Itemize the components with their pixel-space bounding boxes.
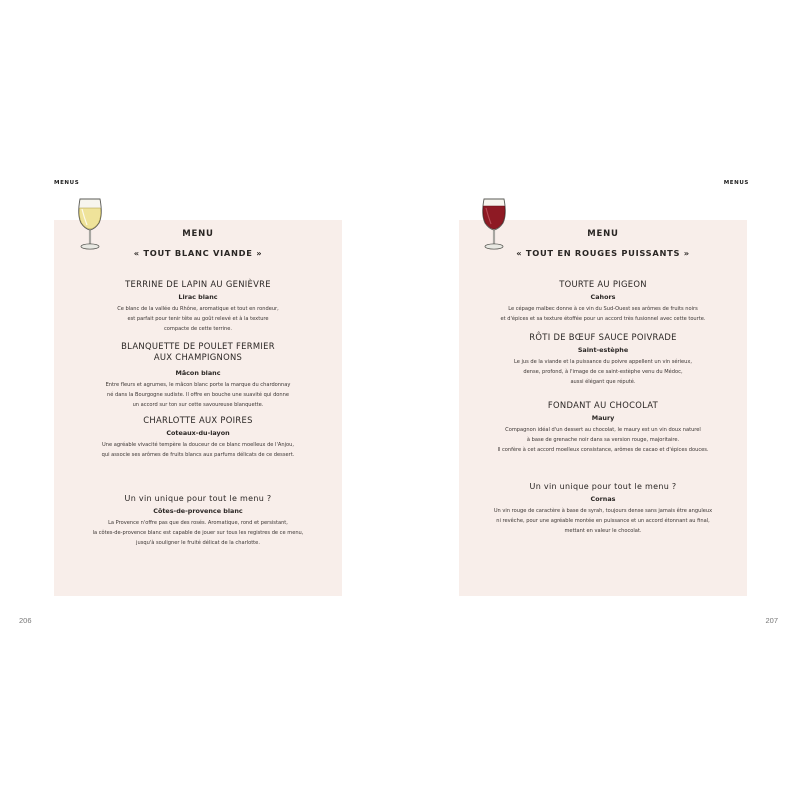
wine-name: Mâcon blanc [175,369,221,377]
dish-name: TOURTE AU PIGEON [559,279,647,289]
dish-name: BLANQUETTE DE POULET FERMIER AUX CHAMPIGNONS [121,341,275,362]
wine-description: Ce blanc de la vallée du Rhône, aromatique et tout en rondeur, est parfait pour tenir tête au goût relevé et à la texture compacte de cette terrine. [117,306,279,332]
menu-title: « TOUT EN ROUGES PUISSANTS » [516,248,690,258]
running-head: MENUS [54,180,80,186]
menu-content [54,228,342,548]
wine-description: Le cépage malbec donne à ce vin du Sud-Ouest ses arômes de fruits noirs et d'épices et sa texture étoffée pour un accord très fusionnel avec cette tourte. [500,306,706,322]
wine-description: Le jus de la viande et la puissance du poivre appellent un vin sérieux, dense, profond, à l'image de ce saint-estèphe venu du Médoc, aussi élégant que réputé. [513,359,693,385]
wine-name: Cahors [590,293,616,301]
wine-description: Compagnon idéal d'un dessert au chocolat, le maury est un vin doux naturel à base de grenache noir dans sa version rouge, majoritaire. Il confère à cet accord moelleux consistance, arômes de cacao et d'épices douces. [497,427,709,453]
single-wine-suggestion [54,493,342,548]
single-wine-suggestion [459,481,747,536]
course [54,415,342,460]
menu-content [459,228,747,536]
wine-name: Maury [591,414,615,422]
menu-label: MENU [182,229,214,239]
course [54,341,342,410]
wine-name: Saint-estèphe [577,346,629,354]
dish-name: CHARLOTTE AUX POIRES [143,415,253,425]
single-wine-heading: Un vin unique pour tout le menu ? [529,482,677,491]
menu-title: « TOUT BLANC VIANDE » [133,248,263,258]
menu-label: MENU [587,229,619,239]
right-page [400,0,800,800]
course [459,279,747,324]
course [459,400,747,455]
wine-description: La Provence n'offre pas que des rosés. Aromatique, rond et persistant, la côtes-de-provence blanc est capable de jouer sur tous les registres de ce menu, jusqu'à souligner le fruité délicat de la charlotte. [92,520,304,546]
red-wine-glass-icon [479,197,509,251]
dish-name: FONDANT AU CHOCOLAT [547,400,659,410]
wine-name: Cornas [590,495,616,503]
menu-panel [54,220,342,596]
page-number: 206 [19,616,32,625]
menu-panel [459,220,747,596]
wine-name: Lirac blanc [178,293,218,301]
wine-name: Coteaux-du-layon [166,429,230,437]
wine-description: Un vin rouge de caractère à base de syrah, toujours dense sans jamais être anguleux ni revêche, pour une agréable montée en puissance et un accord étonnant au final, mettant en valeur le chocolat. [493,508,713,534]
course [459,332,747,387]
course [54,279,342,334]
wine-name: Côtes-de-provence blanc [153,507,243,515]
dish-name: RÔTI DE BŒUF SAUCE POIVRADE [529,332,677,342]
white-wine-glass-icon [75,197,105,251]
single-wine-heading: Un vin unique pour tout le menu ? [124,494,272,503]
dish-name: TERRINE DE LAPIN AU GENIÈVRE [125,279,271,289]
wine-description: Entre fleurs et agrumes, le mâcon blanc porte la marque du chardonnay né dans la Bourgogne sudiste. Il offre en bouche une suavité qui donne un accord sur ton sur cette savoureuse blanquette. [105,382,291,408]
wine-description: Une agréable vivacité tempère la douceur de ce blanc moelleux de l'Anjou, qui associe ses arômes de fruits blancs aux parfums délicats de ce dessert. [101,442,295,458]
running-head: MENUS [723,180,749,186]
page-number: 207 [765,616,778,625]
